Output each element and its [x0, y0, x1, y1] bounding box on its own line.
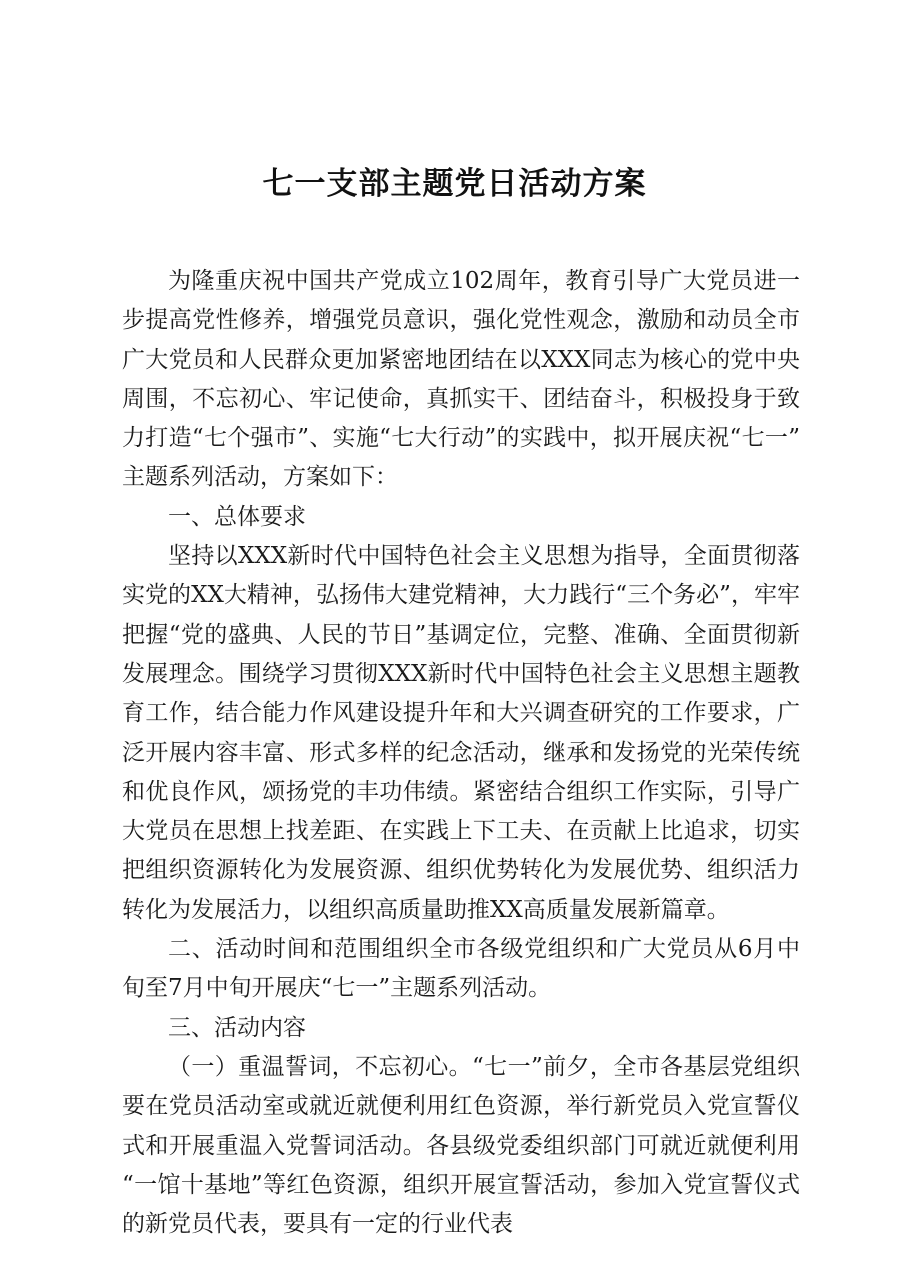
document-body [122, 262, 800, 1244]
section-heading-activity-content: 三、活动内容 [168, 1014, 306, 1041]
paragraph-intro: 为隆重庆祝中国共产党成立102周年，教育引导广大党员进一步提高党性修养，增强党员意识，强化党性观念，激励和动员全市广大党员和人民群众更加紧密地团结在以XXX同志为核心的党中央周围，不忘初心、牢记使命，真抓实干、团结奋斗，积极投身于致力打造“七个强市”、实施“七大行动”的实践中，拟开展庆祝“七一”主题系列活动，方案如下： [122, 268, 800, 491]
paragraph-time-and-scope: 二、活动时间和范围组织全市各级党组织和广大党员从6月中旬至7月中旬开展庆“七一”主题系列活动。 [122, 936, 800, 1002]
section-heading-general-requirements: 一、总体要求 [168, 503, 306, 530]
paragraph-general-requirements: 坚持以XXX新时代中国特色社会主义思想为指导，全面贯彻落实党的XX大精神，弘扬伟大建党精神，大力践行“三个务必”，牢牢把握“党的盛典、人民的节日”基调定位，完整、准确、全面贯彻新发展理念。围绕学习贯彻XXX新时代中国特色社会主义思想主题教育工作，结合能力作风建设提升年和大兴调查研究的工作要求，广泛开展内容丰富、形式多样的纪念活动，继承和发扬党的光荣传统和优良作风，颂扬党的丰功伟绩。紧密结合组织工作实际，引导广大党员在思想上找差距、在实践上下工夫、在贡献上比追求，切实把组织资源转化为发展资源、组织优势转化为发展优势、组织活力转化为发展活力，以组织高质量助推XX高质量发展新篇章。 [122, 543, 800, 923]
document-title: 七一支部主题党日活动方案 [262, 166, 647, 202]
paragraph-oath-activity: （一）重温誓词，不忘初心。“七一”前夕，全市各基层党组织要在党员活动室或就近就便利用红色资源，举行新党员入党宣誓仪式和开展重温入党誓词活动。各县级党委组织部门可就近就便利用“一馆十基地”等红色资源，组织开展宣誓活动，参加入党宣誓仪式的新党员代表，要具有一定的行业代表 [122, 1053, 800, 1238]
